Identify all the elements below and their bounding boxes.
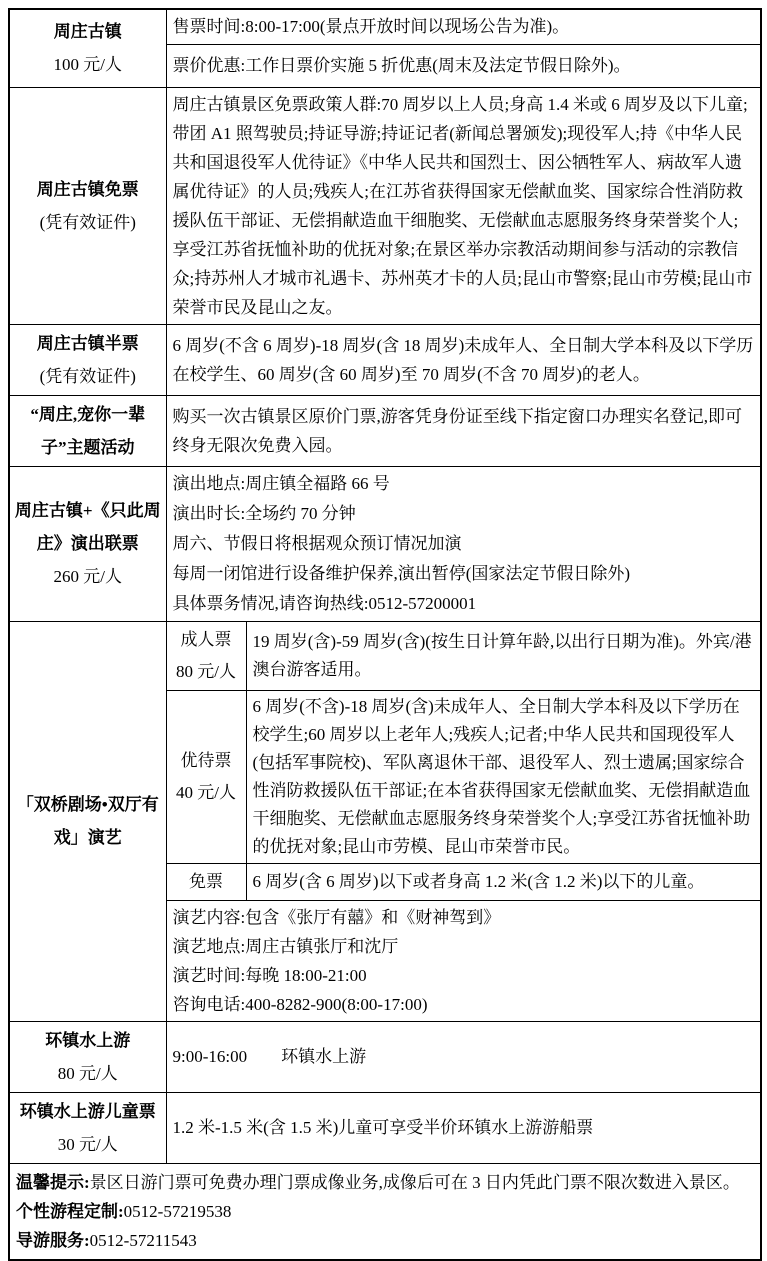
footer-guide-line xyxy=(16,1226,754,1255)
theater-adult-label-cell xyxy=(166,621,246,690)
free-ticket-subtitle: (凭有效证件) xyxy=(39,212,136,232)
boat-child-label-cell xyxy=(9,1092,166,1163)
theater-label-cell xyxy=(9,621,166,1021)
combo-ticket-title: 周庄古镇+《只此周庄》演出联票 xyxy=(14,501,161,553)
footer-custom-line xyxy=(16,1197,754,1226)
boat-child-content-cell: 1.2 米-1.5 米(含 1.5 米)儿童可享受半价环镇水上游游船票 xyxy=(166,1092,761,1163)
theater-adult-price: 80 元/人 xyxy=(176,661,236,681)
table-row-footer xyxy=(9,1163,761,1260)
boat-label-cell xyxy=(9,1021,166,1092)
footer-custom-phone: 0512-57219538 xyxy=(123,1201,232,1221)
combo-line-maintenance: 每周一闭馆进行设备维护保养,演出暂停(国家法定节假日除外) xyxy=(172,563,631,583)
free-ticket-content-cell: 周庄古镇景区免票政策人群:70 周岁以上人员;身高 1.4 米或 6 周岁及以下儿童;带团 A1 照驾驶员;持证导游;持证记者(新闻总署颁发);现役军人;持《中华人民共和国退役军人优待证》《中华人民共和国烈士、因公牺牲军人、病故军人遗属优待证》的人员;残疾人;在江苏省获得国家无偿献血奖、国家综合性消防救援队伍干部证、无偿捐献造血干细胞奖、无偿献血志愿服务终身荣誉奖个人;享受江苏省抚恤补助的优抚对象;在景区举办宗教活动期间参与活动的宗教信众;持苏州人才城市礼遇卡、苏州英才卡的人员;昆山市警察;昆山市劳模;昆山市荣誉市民及昆山之友。 xyxy=(166,87,761,324)
theater-free-label: 免票 xyxy=(189,871,223,891)
footer-tip-label: 温馨提示: xyxy=(16,1172,90,1192)
table-row-guzhen-1 xyxy=(9,9,761,44)
theater-adult-content-cell: 19 周岁(含)-59 周岁(含)(按生日计算年龄,以出行日期为准)。外宾/港澳台游客适用。 xyxy=(246,621,761,690)
combo-ticket-label-cell xyxy=(9,466,166,621)
theater-free-content-cell: 6 周岁(含 6 周岁)以下或者身高 1.2 米(含 1.2 米)以下的儿童。 xyxy=(246,863,761,900)
footer-guide-phone: 0512-57211543 xyxy=(89,1230,197,1250)
half-ticket-content-cell: 6 周岁(不含 6 周岁)-18 周岁(含 18 周岁)未成年人、全日制大学本科及以下学历在校学生、60 周岁(含 60 周岁)至 70 周岁(不含 70 周岁)的老人。 xyxy=(166,324,761,395)
theater-discount-price: 40 元/人 xyxy=(176,782,236,802)
footer-tip-line xyxy=(16,1168,754,1197)
combo-line-extra-shows: 周六、节假日将根据观众预订情况加演 xyxy=(172,533,462,553)
theater-discount-content-cell: 6 周岁(不含)-18 周岁(含)未成年人、全日制大学本科及以下学历在校学生;60 周岁以上老年人;残疾人;记者;中华人民共和国现役军人(包括军事院校)、军队离退休干部、退役军人、烈士遗属;国家综合性消防救援队伍干部证;在本省获得国家无偿献血奖、无偿捐献造血干细胞奖、无偿献血志愿服务终身荣誉奖个人;享受江苏省抚恤补助的优抚对象;昆山市劳模、昆山市荣誉市民。 xyxy=(246,690,761,863)
boat-price: 80 元/人 xyxy=(57,1063,118,1083)
theater-info-content: 演艺内容:包含《张厅有囍》和《财神驾到》 xyxy=(172,907,501,927)
theater-discount-label: 优待票 xyxy=(180,750,232,770)
footer-guide-label: 导游服务: xyxy=(16,1230,90,1250)
combo-line-hotline: 具体票务情况,请咨询热线:0512-57200001 xyxy=(172,593,477,613)
guzhen-discount-cell: 票价优惠:工作日票价实施 5 折优惠(周末及法定节假日除外)。 xyxy=(166,44,761,87)
combo-line-venue: 演出地点:周庄镇全福路 66 号 xyxy=(172,473,390,493)
theater-info-cell xyxy=(166,900,761,1021)
theater-adult-label: 成人票 xyxy=(180,629,232,649)
guzhen-price: 100 元/人 xyxy=(53,55,122,75)
table-row-boat xyxy=(9,1021,761,1092)
theater-info-phone: 咨询电话:400-8282-900(8:00-17:00) xyxy=(172,994,428,1014)
theme-activity-title: “周庄,宠你一辈子”主题活动 xyxy=(30,404,146,457)
combo-ticket-content-cell xyxy=(166,466,761,621)
combo-line-duration: 演出时长:全场约 70 分钟 xyxy=(172,503,356,523)
footer-tip-text: 景区日游门票可免费办理门票成像业务,成像后可在 3 日内凭此门票不限次数进入景区。 xyxy=(89,1172,740,1192)
table-row-theater-adult xyxy=(9,621,761,690)
free-ticket-title: 周庄古镇免票 xyxy=(36,179,139,199)
free-ticket-label-cell xyxy=(9,87,166,324)
theater-discount-label-cell xyxy=(166,690,246,863)
footer-custom-label: 个性游程定制: xyxy=(16,1201,124,1221)
table-row-half-ticket xyxy=(9,324,761,395)
theater-info-time: 演艺时间:每晚 18:00-21:00 xyxy=(172,965,367,985)
table-row-free-ticket xyxy=(9,87,761,324)
combo-ticket-price: 260 元/人 xyxy=(53,567,122,586)
table-row-boat-child xyxy=(9,1092,761,1163)
boat-child-price: 30 元/人 xyxy=(57,1134,118,1154)
half-ticket-subtitle: (凭有效证件) xyxy=(39,366,136,386)
theater-title: 「双桥剧场•双厅有戏」演艺 xyxy=(16,795,159,847)
guzhen-sale-time-cell: 售票时间:8:00-17:00(景点开放时间以现场公告为准)。 xyxy=(166,9,761,44)
footer-cell xyxy=(9,1163,761,1260)
guzhen-label-cell xyxy=(9,9,166,87)
guzhen-title: 周庄古镇 xyxy=(53,22,122,42)
boat-content-cell: 9:00-16:00 环镇水上游 xyxy=(166,1021,761,1092)
table-row-theme-activity xyxy=(9,395,761,466)
theater-info-venue: 演艺地点:周庄古镇张厅和沈厅 xyxy=(172,936,399,956)
half-ticket-label-cell xyxy=(9,324,166,395)
boat-title: 环镇水上游 xyxy=(45,1030,131,1050)
table-row-combo-ticket xyxy=(9,466,761,621)
ticket-info-table xyxy=(8,8,762,1261)
theme-activity-content-cell: 购买一次古镇景区原价门票,游客凭身份证至线下指定窗口办理实名登记,即可终身无限次免费入园。 xyxy=(166,395,761,466)
half-ticket-title: 周庄古镇半票 xyxy=(36,333,139,353)
theme-activity-label-cell xyxy=(9,395,166,466)
boat-child-title: 环镇水上游儿童票 xyxy=(19,1101,156,1121)
theater-free-label-cell xyxy=(166,863,246,900)
